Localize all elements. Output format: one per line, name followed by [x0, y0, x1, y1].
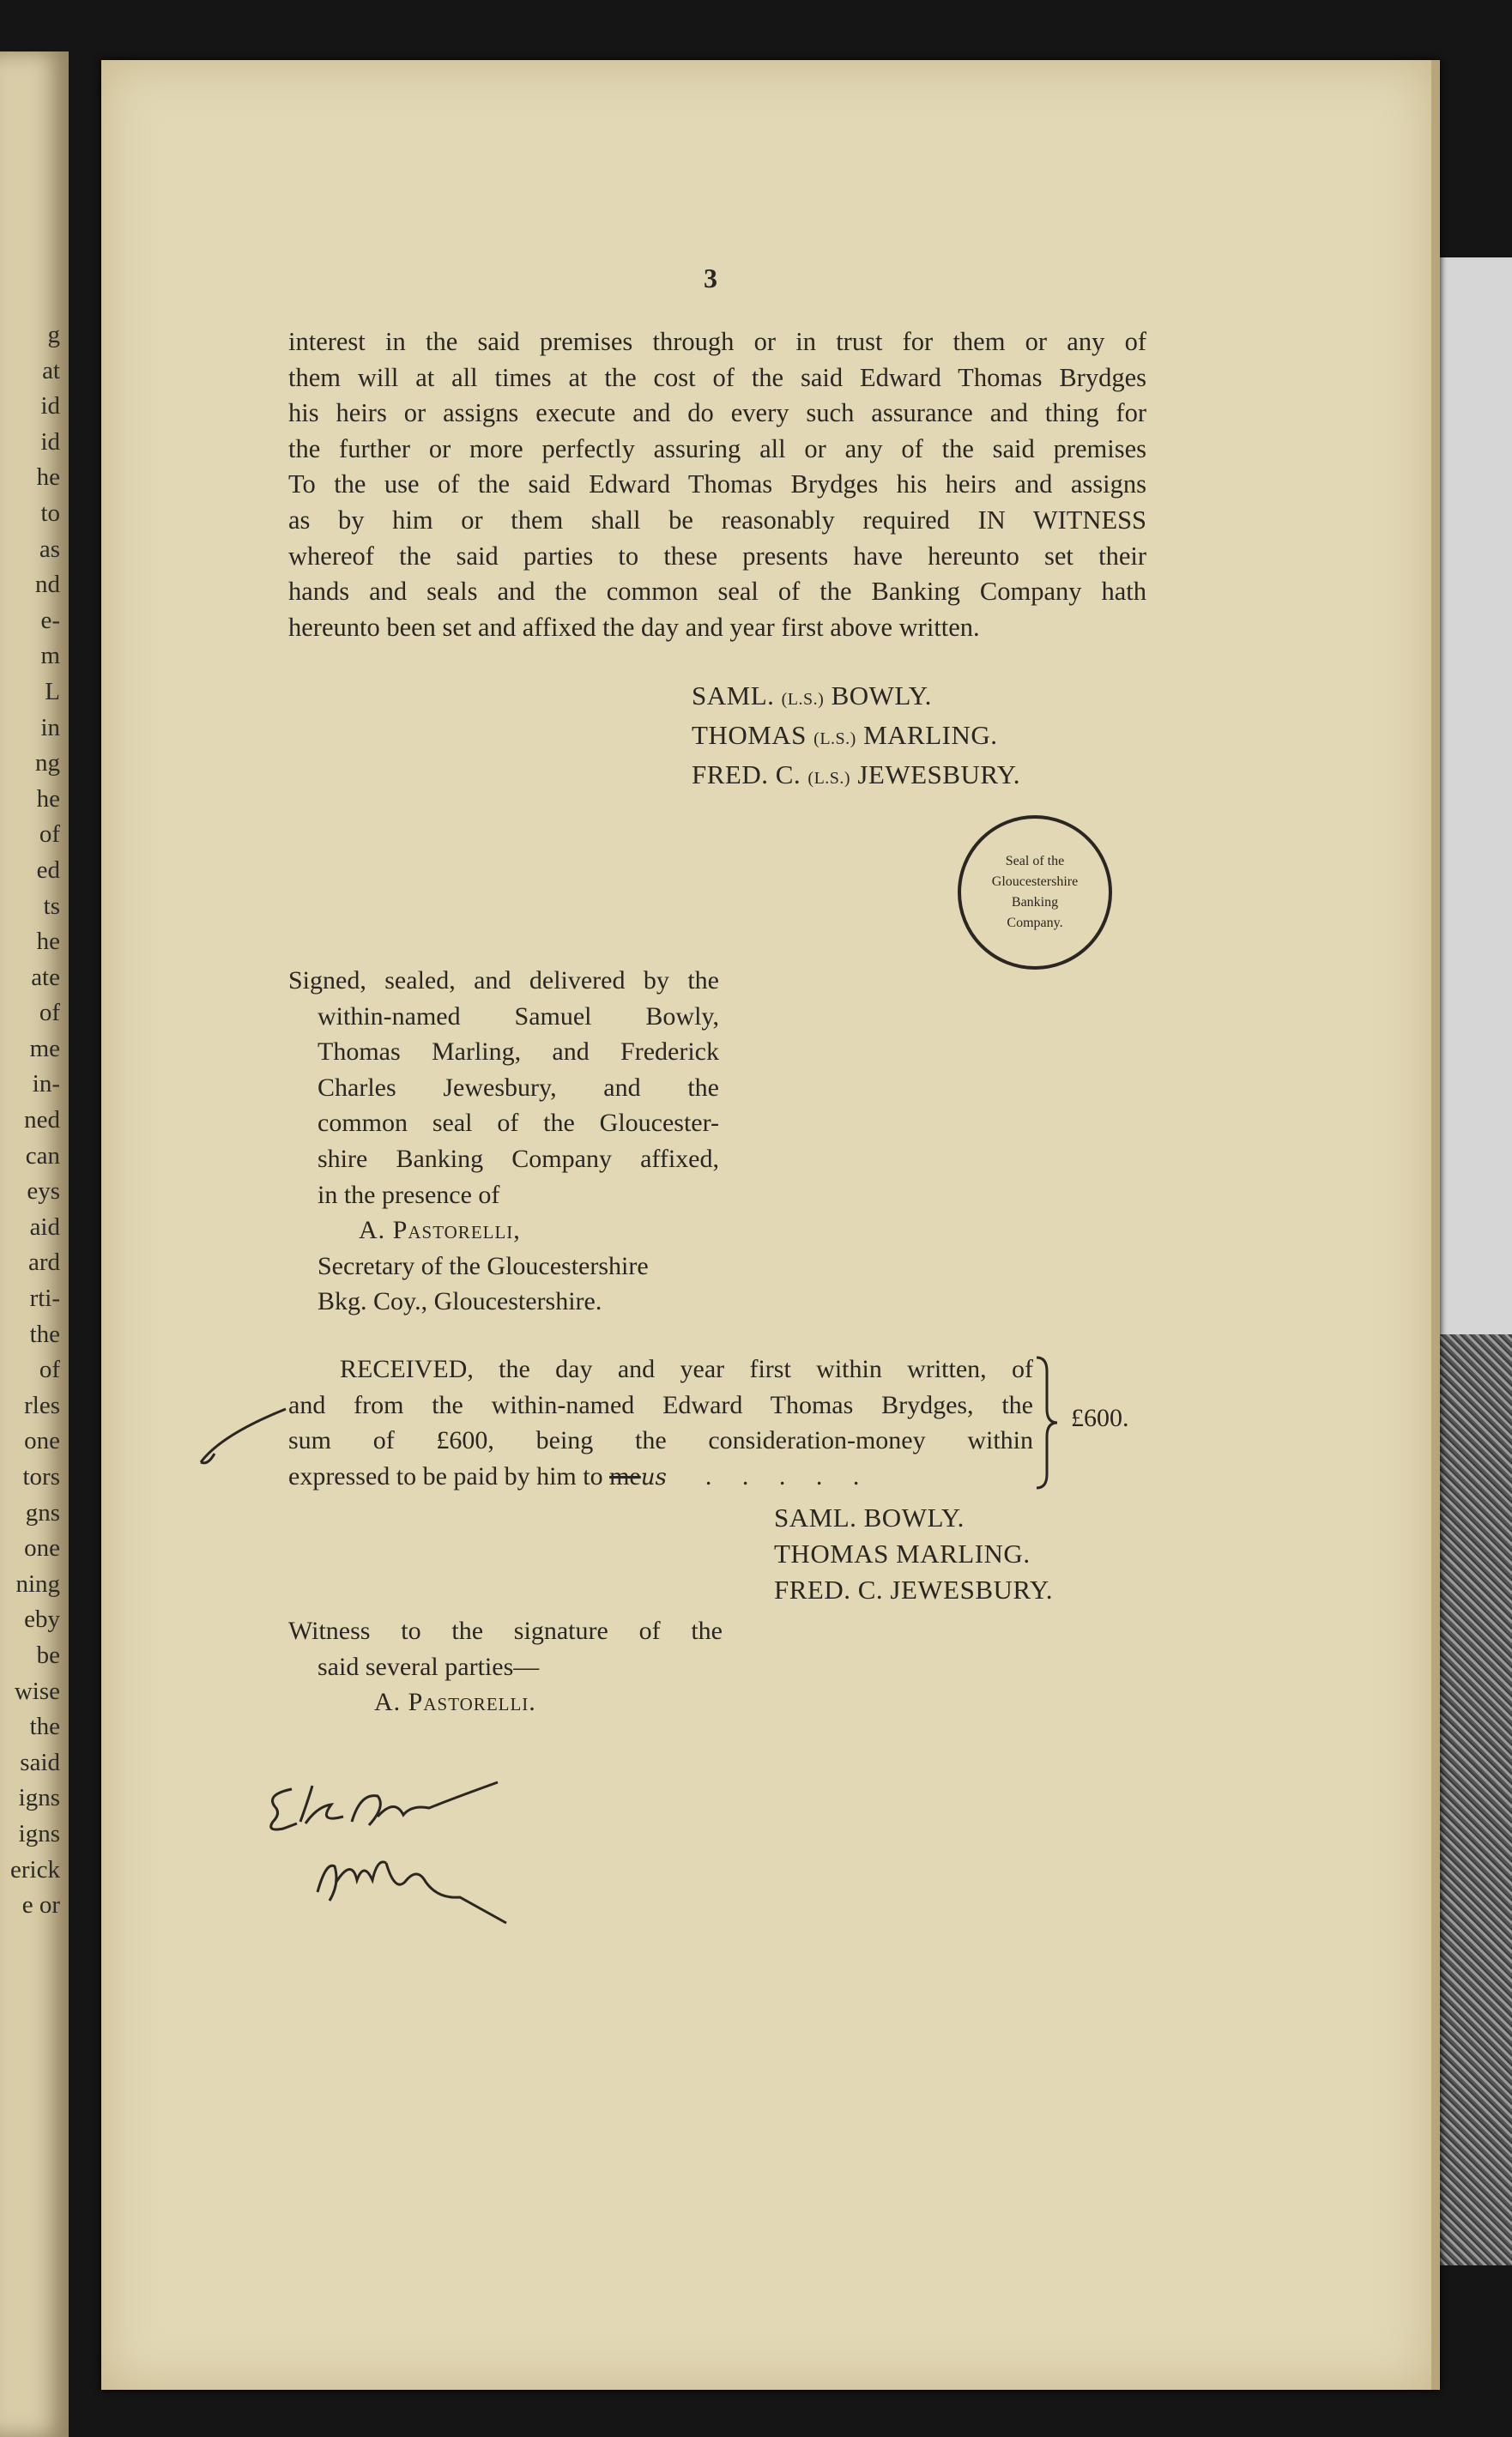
seal-text: Banking [1011, 895, 1059, 910]
signatories-block [692, 678, 1020, 796]
facing-page-fragment: said [20, 1748, 60, 1776]
facing-page-fragment: he [36, 463, 60, 492]
witness-clause [288, 1613, 723, 1720]
receipt-signature: THOMAS MARLING. [774, 1539, 1031, 1569]
handwritten-tick-mark [196, 1383, 290, 1469]
facing-page-fragment: e or [21, 1891, 60, 1920]
attestation-line: Signed, sealed, and delivered by the [288, 966, 719, 995]
facing-page-fragment: at [42, 356, 60, 384]
facing-page-fragment: erick [10, 1855, 60, 1884]
body-line: as by him or them shall be reasonably required IN WITNESS [288, 505, 1146, 535]
body-line: the further or more perfectly assuring all or any of the said premises [288, 433, 1146, 463]
attesting-witness-name: A. Pastorelli, [359, 1216, 521, 1245]
witness-title: Bkg. Coy., Gloucestershire. [318, 1287, 602, 1316]
facing-page-fragment: in [40, 713, 60, 741]
struck-word: me [609, 1461, 641, 1491]
facing-page-fragment: ed [36, 856, 60, 884]
facing-page-fragment: wise [14, 1677, 60, 1705]
body-line: whereof the said parties to these presents have hereunto set their [288, 541, 1146, 571]
receipt-line: expressed to be paid by him to meus . . . . . [288, 1461, 872, 1491]
facing-page-fragment: one [24, 1427, 60, 1455]
receipt-line: and from the within-named Edward Thomas Brydges, the [288, 1390, 1033, 1419]
facing-page-edge [0, 51, 69, 2437]
attestation-clause [288, 963, 719, 1320]
facing-page-fragment: ts [43, 892, 60, 920]
receipt-signature: FRED. C. JEWESBURY. [774, 1575, 1054, 1605]
facing-page-fragment: to [40, 499, 60, 527]
facing-page-fragment: id [40, 392, 60, 420]
facing-page-fragment: the [29, 1320, 60, 1348]
facing-page-fragment: he [36, 928, 60, 956]
facing-page-fragment: of [39, 1356, 60, 1384]
facing-page-fragment: me [29, 1034, 60, 1062]
leader-dots: . . . . . [705, 1461, 872, 1491]
facing-page-fragment: nd [35, 571, 60, 599]
company-seal [958, 815, 1112, 970]
witness-name: A. Pastorelli. [374, 1688, 536, 1717]
attestation-line: Thomas Marling, and Frederick [318, 1037, 719, 1067]
receipt-line: sum of £600, being the consideration-money within [288, 1426, 1033, 1455]
body-line: hands and seals and the common seal of the Banking Company hath [288, 577, 1146, 607]
body-line: interest in the said premises through or in trust for them or any of [288, 327, 1146, 356]
receipt-clause [288, 1352, 1033, 1496]
facing-page-fragment: in- [32, 1070, 60, 1098]
facing-page-fragment: of [39, 820, 60, 849]
witness-title: Secretary of the Gloucestershire [318, 1251, 649, 1280]
facing-page-fragment: be [36, 1641, 60, 1669]
facing-page-fragment: ard [27, 1249, 60, 1277]
facing-page-fragment: ning [15, 1569, 60, 1598]
facing-page-fragment: of [39, 999, 60, 1027]
body-line: them will at all times at the cost of the said Edward Thomas Brydges [288, 362, 1146, 392]
facing-page-fragment: rles [24, 1391, 60, 1419]
facing-page-fragment: gns [25, 1498, 60, 1527]
facing-page-text [10, 317, 60, 1924]
facing-page-fragment: ate [31, 963, 60, 991]
facing-page-fragment: eby [24, 1606, 60, 1634]
facing-page-fragment: one [24, 1534, 60, 1563]
facing-page-fragment: ng [35, 749, 60, 777]
body-line: To the use of the said Edward Thomas Brydges his heirs and assigns [288, 469, 1146, 499]
facing-page-fragment: g [47, 321, 60, 348]
facing-page-fragment: as [39, 535, 60, 563]
facing-page-fragment: id [40, 427, 60, 456]
facing-page-fragment: tors [22, 1463, 60, 1491]
seal-text: Seal of the [1005, 854, 1065, 868]
receipt-signatures [774, 1500, 1053, 1608]
body-line: his heirs or assigns execute and do every such assurance and thing for [288, 398, 1146, 428]
seal-text: Company. [1007, 916, 1063, 930]
attestation-line: within-named Samuel Bowly, [318, 1001, 719, 1031]
deed-body-paragraph [288, 324, 1146, 645]
facing-page-fragment: igns [18, 1819, 60, 1847]
receipt-signature: SAML. BOWLY. [774, 1503, 965, 1533]
facing-page-fragment: ned [24, 1106, 60, 1134]
witness-line: said several parties— [318, 1652, 540, 1681]
receipt-amount: £600. [1071, 1404, 1129, 1432]
facing-page-fragment: the [29, 1713, 60, 1741]
attestation-line: Charles Jewesbury, and the [318, 1073, 719, 1102]
facing-page-fragment: igns [18, 1784, 60, 1812]
body-line: hereunto been set and affixed the day and year first above written. [288, 612, 980, 642]
handwritten-initials [257, 1772, 515, 1944]
facing-page-fragment: can [25, 1141, 60, 1170]
handwritten-correction: us [640, 1464, 667, 1491]
facing-page-fragment: L [45, 677, 60, 705]
facing-page-fragment: he [36, 784, 60, 813]
facing-page-fragment: aid [29, 1212, 60, 1241]
attestation-line: in the presence of [318, 1180, 500, 1209]
attestation-line: shire Banking Company affixed, [318, 1144, 719, 1173]
facing-page-fragment: eys [27, 1177, 60, 1206]
signatory-jewesbury: FRED. C. (L.S.) JEWESBURY. [692, 759, 1020, 789]
facing-page-fragment: m [40, 642, 60, 670]
facing-page-fragment: e- [40, 606, 60, 634]
signatory-marling: THOMAS (L.S.) MARLING. [692, 720, 998, 750]
page-number: 3 [704, 263, 717, 293]
curly-brace [1033, 1354, 1059, 1491]
background-texture [1431, 1334, 1512, 2265]
facing-page-fragment: rti- [29, 1285, 60, 1313]
attestation-line: common seal of the Gloucester- [318, 1109, 719, 1138]
signatory-bowly: SAML. (L.S.) BOWLY. [692, 680, 932, 711]
receipt-line: RECEIVED, the day and year first within written, of [340, 1355, 1033, 1383]
witness-line: Witness to the signature of the [288, 1617, 723, 1645]
seal-text: Gloucestershire [991, 874, 1079, 889]
